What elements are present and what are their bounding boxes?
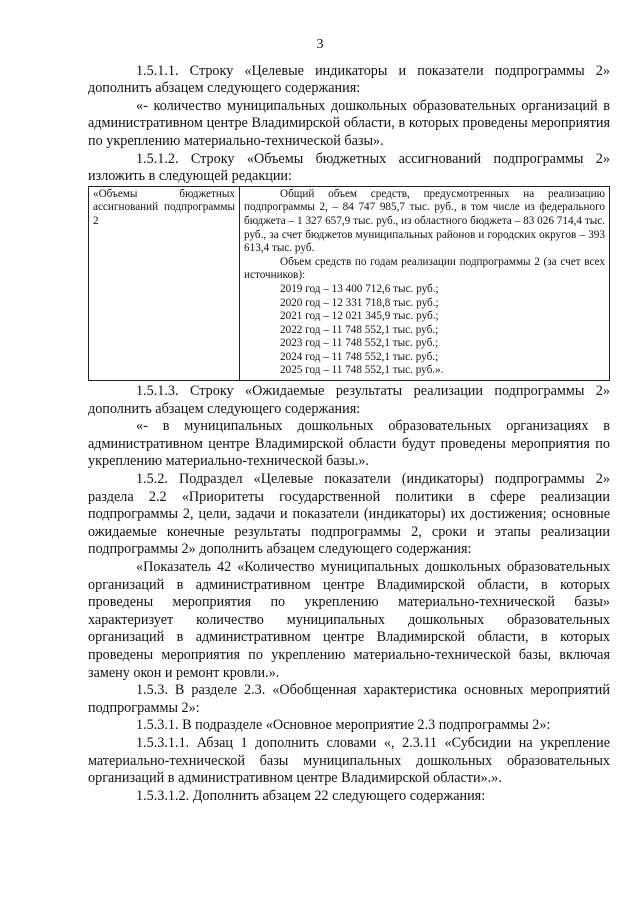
year-line-2021: 2021 год – 12 021 345,9 тыс. руб.;	[280, 310, 439, 323]
volume-by-years-text: Объем средств по годам реализации подпрограммы 2 (за счет всех источников):	[244, 255, 605, 282]
paragraph-quote-indicator-42: «Показатель 42 «Количество муниципальных дошкольных образовательных организаций в административном центре Владимирской области, в которых проведены мероприятия по укреплению материально-технической базы» характеризует количество муниципальных дошкольных образовательных организаций в административном центре Владимирской области, в которых проведены мероприятия по укреплению материально-технической базы, включая замену окон и ремонт кровли.».	[88, 559, 610, 681]
total-volume-text: Общий объем средств, предусмотренных на реализацию подпрограммы 2, – 84 747 985,7 тыс. руб., в том числе из федерального бюджета – 1 327 657,9 тыс. руб., из областного бюджета – 83 026 714,4 тыс. руб., за счет бюджетов муниципальных районов и городских округов – 393 613,4 тыс. руб.	[244, 187, 605, 255]
year-line-2022: 2022 год – 11 748 552,1 тыс. руб.;	[280, 323, 439, 336]
year-line-2025: 2025 год – 11 748 552,1 тыс. руб.».	[280, 364, 444, 377]
paragraph-1-5-3-1: 1.5.3.1. В подразделе «Основное мероприятие 2.3 подпрограммы 2»:	[136, 717, 551, 734]
paragraph-1-5-1-3: 1.5.1.3. Строку «Ожидаемые результаты реализации подпрограммы 2» дополнить абзацем следующего содержания:	[88, 383, 610, 417]
paragraph-1-5-1-2: 1.5.1.2. Строку «Объемы бюджетных ассигнований подпрограммы 2» изложить в следующей редакции:	[88, 150, 610, 185]
year-line-2019: 2019 год – 13 400 712,6 тыс. руб.;	[280, 282, 439, 295]
paragraph-1-5-3-1-1: 1.5.3.1.1. Абзац 1 дополнить словами «, 2.3.11 «Субсидии на укрепление материально-технической базы муниципальных дошкольных образовательных организаций в административном центре Владимирской области».».	[88, 734, 610, 787]
year-line-2020: 2020 год – 12 331 718,8 тыс. руб.;	[280, 296, 439, 309]
paragraph-1-5-3: 1.5.3. В разделе 2.3. «Обобщенная характеристика основных мероприятий подпрограммы 2»:	[88, 682, 610, 716]
year-line-2023: 2023 год – 11 748 552,1 тыс. руб.;	[280, 337, 439, 350]
paragraph-1-5-2: 1.5.2. Подраздел «Целевые показатели (индикаторы) подпрограммы 2» раздела 2.2 «Приоритеты государственной политики в сфере реализации подпрограммы 2, цели, задачи и показатели (индикаторы) их достижения; основные ожидаемые конечные результаты подпрограммы 2, сроки и этапы реализации подпрограммы 2» дополнить абзацем следующего содержания:	[88, 471, 610, 558]
paragraph-1-5-1-1: 1.5.1.1. Строку «Целевые индикаторы и показатели подпрограммы 2» дополнить абзацем следующего содержания:	[88, 62, 610, 97]
table-left-cell: «Объемы бюджетных ассигнований подпрограммы 2	[89, 186, 240, 380]
year-line-2024: 2024 год – 11 748 552,1 тыс. руб.;	[280, 350, 439, 363]
paragraph-1-5-3-1-2: 1.5.3.1.2. Дополнить абзацем 22 следующего содержания:	[136, 787, 486, 804]
paragraph-quote-results: «- в муниципальных дошкольных образовательных организациях в административном центре Владимирской области будут проведены мероприятия по укреплению материально-технической базы.».	[88, 418, 610, 470]
budget-table	[88, 186, 610, 381]
page-number: 3	[316, 37, 324, 52]
table-row	[89, 186, 610, 380]
table-right-cell	[240, 186, 610, 380]
paragraph-quote-indicator: «- количество муниципальных дошкольных образовательных организаций в административном центре Владимирской области, в которых проведены мероприятия по укреплению материально-технической базы».	[88, 97, 610, 149]
